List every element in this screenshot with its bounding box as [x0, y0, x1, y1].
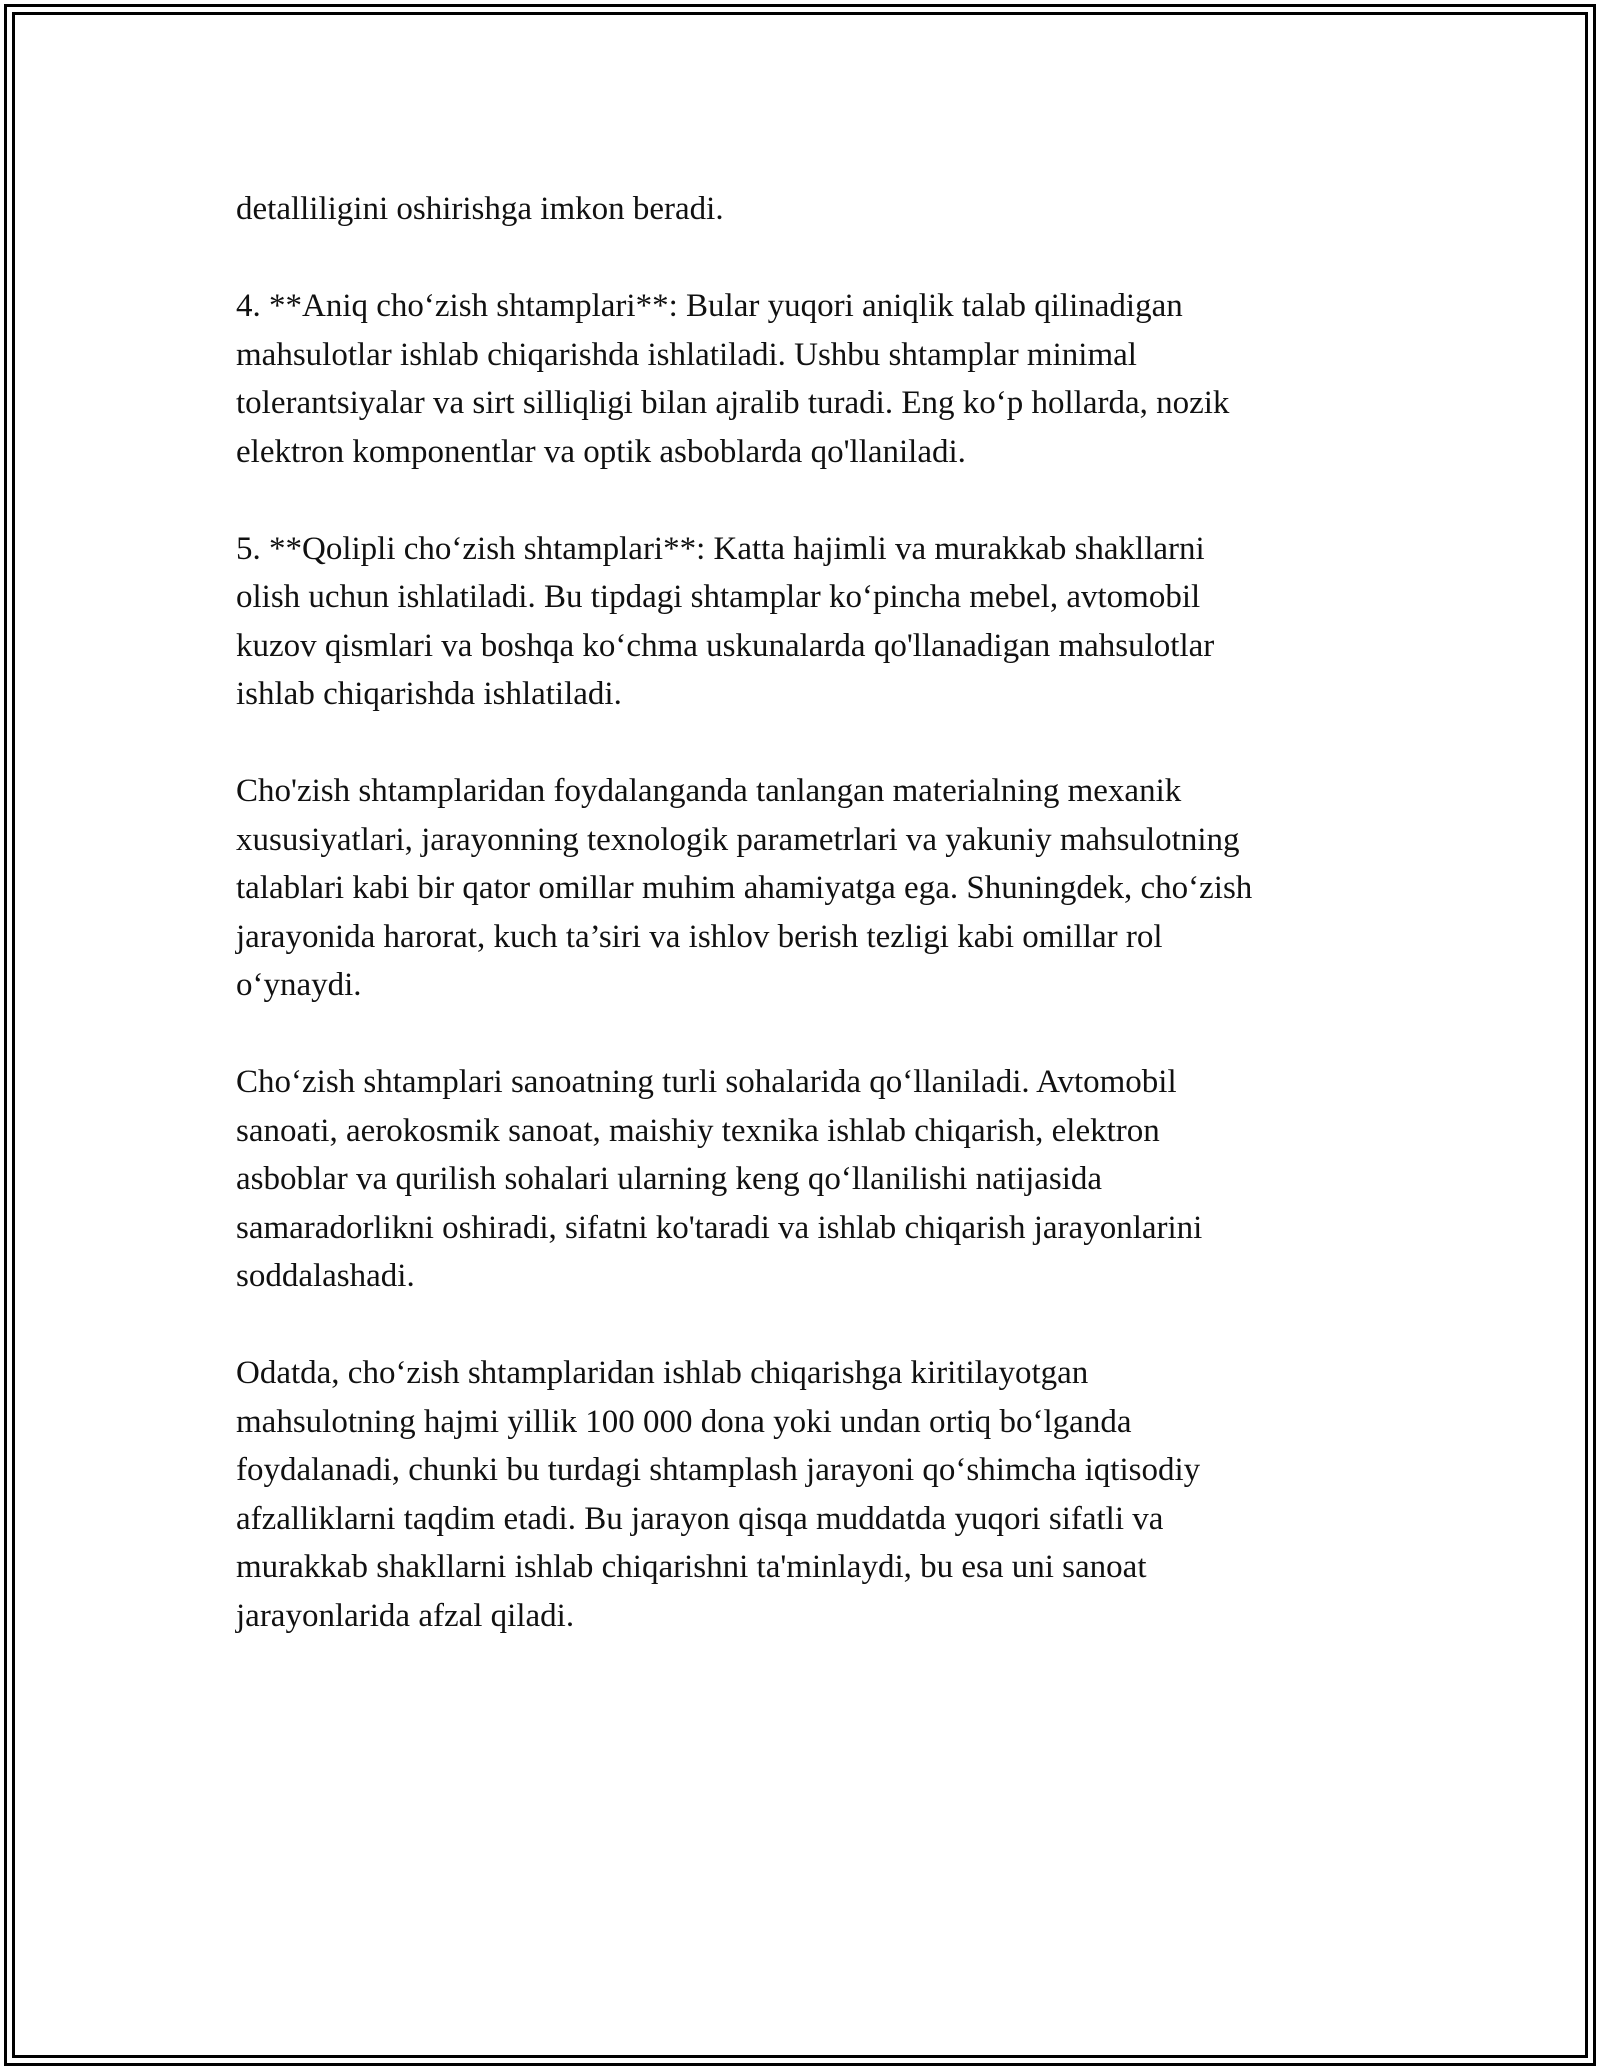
text-line: 4. **Aniq cho‘zish shtamplari**: Bular yuqori aniqlik talab qilinadigan: [236, 288, 1183, 324]
text-line: Cho'zish shtamplaridan foydalanganda tanlangan materialning mexanik: [236, 773, 1182, 809]
text-line: mahsulotning hajmi yillik 100 000 dona yoki undan ortiq bo‘lganda: [236, 1403, 1132, 1440]
text-line: talablari kabi bir qator omillar muhim ahamiyatga ega. Shuningdek, cho‘zish: [236, 870, 1253, 906]
text-line: xususiyatlari, jarayonning texnologik parametrlari va yakuniy mahsulotning: [236, 821, 1240, 858]
paragraph: [236, 1349, 1376, 1640]
text-line: afzalliklarni taqdim etadi. Bu jarayon qisqa muddatda yuqori sifatli va: [236, 1500, 1164, 1537]
text-line: samaradorlikni oshiradi, sifatni ko'taradi va ishlab chiqarish jarayonlarini: [236, 1209, 1203, 1246]
document-body: [236, 185, 1376, 1689]
text-line: murakkab shakllarni ishlab chiqarishni ta'minlaydi, bu esa uni sanoat: [236, 1549, 1147, 1585]
paragraph: [236, 1058, 1376, 1301]
paragraph: [236, 282, 1376, 476]
text-line: ishlab chiqarishda ishlatiladi.: [236, 676, 622, 712]
text-line: asboblar va qurilish sohalari ularning keng qo‘llanilishi natijasida: [236, 1161, 1103, 1197]
text-line: jarayonlarida afzal qiladi.: [236, 1597, 575, 1634]
text-line: Odatda, cho‘zish shtamplaridan ishlab chiqarishga kiritilayotgan: [236, 1355, 1089, 1391]
text-line: jarayonida harorat, kuch ta’siri va ishlov berish tezligi kabi omillar rol: [236, 918, 1163, 955]
text-line: 5. **Qolipli cho‘zish shtamplari**: Katta hajimli va murakkab shakllarni: [236, 530, 1205, 567]
text-line: olish uchun ishlatiladi. Bu tipdagi shtamplar ko‘pincha mebel, avtomobil: [236, 579, 1201, 615]
paragraph: [236, 767, 1376, 1010]
text-line: soddalashadi.: [236, 1258, 415, 1294]
text-line: detalliligini oshirishga imkon beradi.: [236, 191, 724, 227]
text-line: mahsulotlar ishlab chiqarishda ishlatiladi. Ushbu shtamplar minimal: [236, 336, 1137, 373]
text-line: sanoati, aerokosmik sanoat, maishiy texnika ishlab chiqarish, elektron: [236, 1112, 1160, 1149]
text-line: Cho‘zish shtamplari sanoatning turli sohalarida qo‘llaniladi. Avtomobil: [236, 1064, 1177, 1100]
text-line: elektron komponentlar va optik asboblarda qo'llaniladi.: [236, 433, 966, 470]
text-line: kuzov qismlari va boshqa ko‘chma uskunalarda qo'llanadigan mahsulotlar: [236, 627, 1215, 664]
text-line: o‘ynaydi.: [236, 967, 362, 1003]
text-line: tolerantsiyalar va sirt silliqligi bilan ajralib turadi. Eng ko‘p hollarda, nozik: [236, 385, 1230, 421]
paragraph: [236, 185, 1376, 234]
paragraph: [236, 525, 1376, 719]
text-line: foydalanadi, chunki bu turdagi shtamplash jarayoni qo‘shimcha iqtisodiy: [236, 1452, 1201, 1488]
